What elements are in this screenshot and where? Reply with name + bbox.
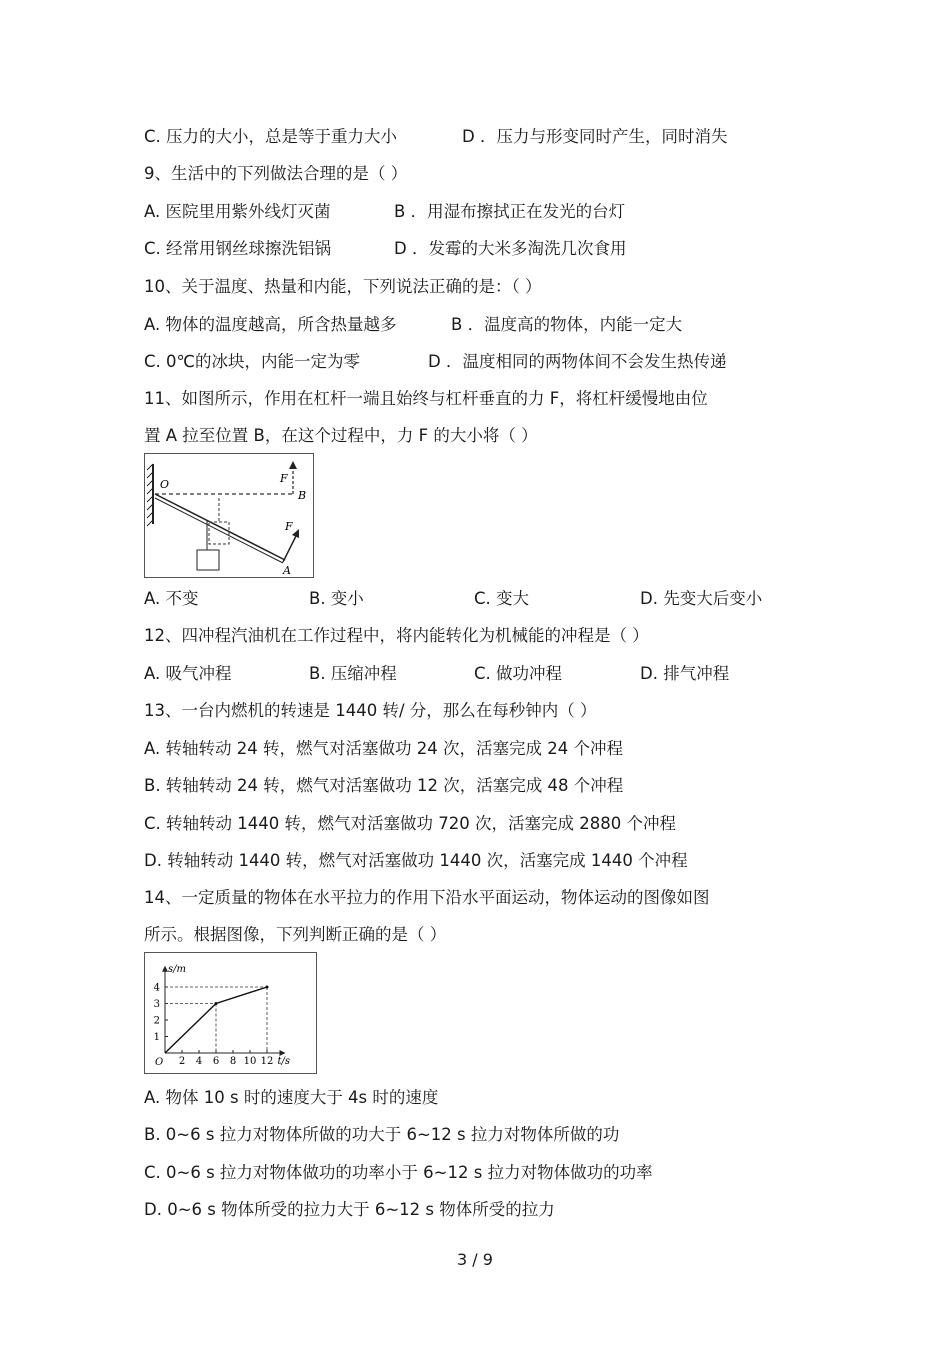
q8-option-c: C. 压力的大小，总是等于重力大小 <box>144 127 398 146</box>
q11-option-a: A. 不变 <box>144 589 199 608</box>
q8-option-d: D ．压力与形变同时产生，同时消失 <box>462 127 728 146</box>
q10-option-b: B ．温度高的物体，内能一定大 <box>451 315 683 334</box>
label-f-b: F <box>280 472 288 485</box>
origin-label: O <box>155 1057 164 1068</box>
label-b: B <box>298 489 307 502</box>
y-axis-label: s/m <box>168 963 186 975</box>
q12-stem: 12、四冲程汽油机在工作过程中，将内能转化为机械能的冲程是（ ） <box>144 626 649 645</box>
q11-option-b: B. 变小 <box>309 589 364 608</box>
q14-option-a: A. 物体 10 s 时的速度大于 4s 时的速度 <box>144 1088 439 1107</box>
x-tick-label: 6 <box>212 1056 220 1067</box>
weight-block <box>197 550 219 570</box>
q13-option-b: B. 转轴转动 24 转，燃气对活塞做功 12 次，活塞完成 48 个冲程 <box>144 776 624 795</box>
q9-stem: 9、生活中的下列做法合理的是（ ） <box>144 164 408 183</box>
q13-option-d: D. 转轴转动 1440 转，燃气对活塞做功 1440 次，活塞完成 1440 个冲程 <box>144 851 688 870</box>
chart-svg <box>145 953 316 1073</box>
q10-option-c: C. 0℃的冰块，内能一定为零 <box>144 352 361 371</box>
label-o: O <box>160 478 170 491</box>
q14-stem-line-1: 14、一定质量的物体在水平拉力的作用下沿水平面运动，物体运动的图像如图 <box>144 888 710 907</box>
q9-option-c: C. 经常用钢丝球擦洗铝锅 <box>144 239 332 258</box>
x-tick-label: 10 <box>243 1056 257 1067</box>
force-a-arrow <box>283 534 297 562</box>
q14-option-b: B. 0~6 s 拉力对物体所做的功大于 6~12 s 拉力对物体所做的功 <box>144 1125 620 1144</box>
q11-stem-line-2: 置 A 拉至位置 B，在这个过程中，力 F 的大小将（ ） <box>144 426 538 445</box>
q14-option-d: D. 0~6 s 物体所受的拉力大于 6~12 s 物体所受的拉力 <box>144 1200 555 1219</box>
data-point <box>266 986 269 989</box>
lever-figure <box>144 453 314 578</box>
q9-option-b: B ．用湿布擦拭正在发光的台灯 <box>394 202 626 221</box>
x-tick-label: 2 <box>178 1056 186 1067</box>
q12-option-a: A. 吸气冲程 <box>144 664 232 683</box>
q13-option-c: C. 转轴转动 1440 转，燃气对活塞做功 720 次，活塞完成 2880 个冲程 <box>144 814 676 833</box>
q12-option-b: B. 压缩冲程 <box>309 664 397 683</box>
label-a: A <box>283 564 291 577</box>
distance-time-chart <box>144 952 317 1074</box>
q14-stem-line-2: 所示。根据图像，下列判断正确的是（ ） <box>144 925 447 944</box>
lever-position-a <box>155 494 285 560</box>
q10-stem: 10、关于温度、热量和内能，下列说法正确的是：（ ） <box>144 277 542 296</box>
force-b-arrowhead <box>289 461 297 469</box>
q11-stem-line-1: 11、如图所示，作用在杠杆一端且始终与杠杆垂直的力 F，将杠杆缓慢地由位 <box>144 389 708 408</box>
q9-option-d: D ．发霉的大米多淘洗几次食用 <box>394 239 627 258</box>
q12-option-d: D. 排气冲程 <box>640 664 730 683</box>
label-f-a: F <box>285 520 293 533</box>
weight-dashed-position <box>209 522 229 544</box>
lever-diagram <box>145 454 313 577</box>
q10-option-d: D ．温度相同的两物体间不会发生热传递 <box>428 352 727 371</box>
y-tick-label: 4 <box>153 982 160 994</box>
q9-option-a: A. 医院里用紫外线灯灭菌 <box>144 202 331 221</box>
y-tick-label: 2 <box>153 1015 160 1027</box>
q14-option-c: C. 0~6 s 拉力对物体做功的功率小于 6~12 s 拉力对物体做功的功率 <box>144 1163 653 1182</box>
x-tick-label: 4 <box>195 1056 203 1067</box>
q11-option-d: D. 先变大后变小 <box>640 589 763 608</box>
x-tick-label: 12 <box>260 1056 274 1067</box>
q11-option-c: C. 变大 <box>474 589 530 608</box>
q13-option-a: A. 转轴转动 24 转，燃气对活塞做功 24 次，活塞完成 24 个冲程 <box>144 739 623 758</box>
y-tick-label: 3 <box>153 999 160 1010</box>
data-point <box>215 1002 218 1005</box>
q13-stem: 13、一台内燃机的转速是 1440 转/ 分，那么在每秒钟内（ ） <box>144 701 597 720</box>
y-tick-label: 1 <box>153 1032 160 1043</box>
q12-option-c: C. 做功冲程 <box>474 664 563 683</box>
page-number: 3 / 9 <box>457 1250 493 1269</box>
q10-option-a: A. 物体的温度越高，所含热量越多 <box>144 315 397 334</box>
x-tick-label: 8 <box>229 1056 237 1067</box>
x-axis-label: t/s <box>277 1056 291 1067</box>
